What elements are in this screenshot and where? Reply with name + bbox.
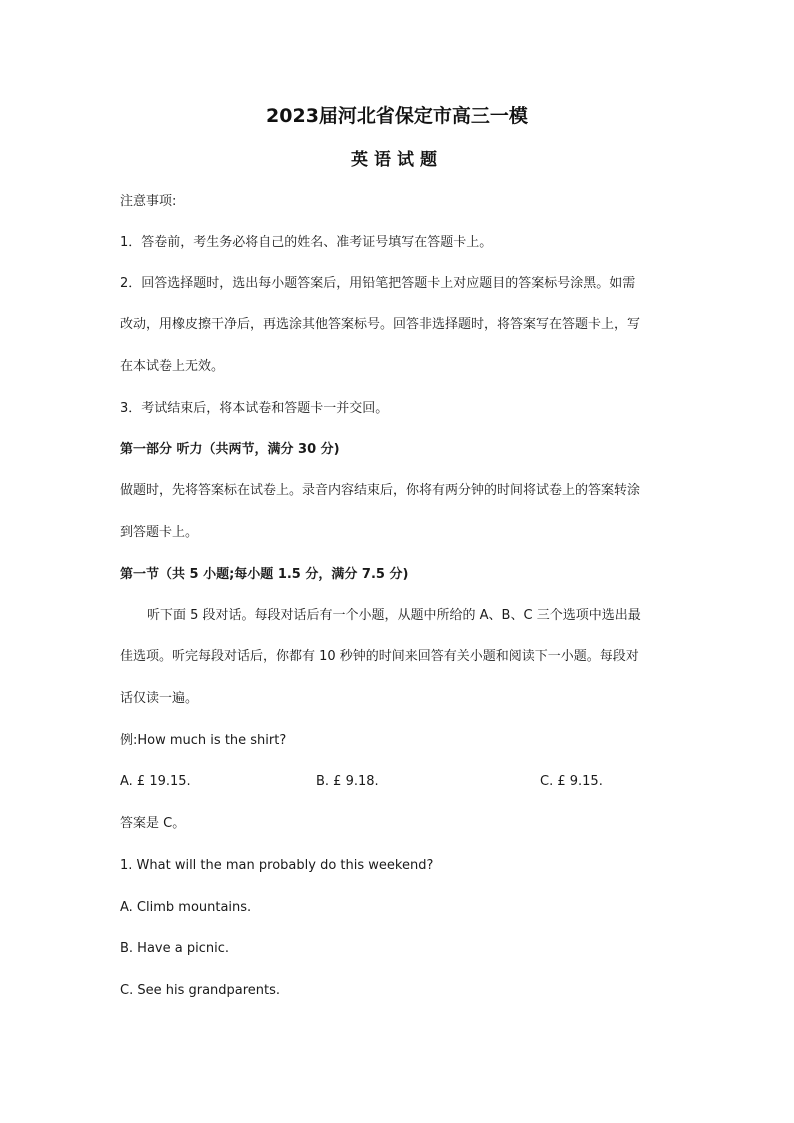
notice-item-3: 3．考试结束后，将本试卷和答题卡一并交回。 bbox=[120, 401, 389, 416]
part1-instruction-line-2: 到答题卡上。 bbox=[120, 525, 199, 540]
notice-item-2-line-2: 改动，用橡皮擦干净后，再选涂其他答案标号。回答非选择题时，将答案写在答题卡上，写 bbox=[120, 317, 641, 332]
section1-instruction-line-3: 话仅读一遍。 bbox=[120, 691, 199, 706]
notice-heading: 注意事项: bbox=[120, 194, 177, 209]
page-subtitle: 英语试题 bbox=[351, 150, 443, 170]
example-option-c: C. £ 9.15. bbox=[540, 774, 603, 789]
question-1-option-b: B. Have a picnic. bbox=[120, 941, 229, 956]
notice-item-1: 1．答卷前，考生务必将自己的姓名、准考证号填写在答题卡上。 bbox=[120, 235, 493, 250]
example-question: 例:How much is the shirt? bbox=[120, 733, 287, 748]
section1-instruction-line-1: 听下面 5 段对话。每段对话后有一个小题，从题中所给的 A、B、C 三个选项中选出最 bbox=[147, 608, 641, 623]
notice-item-2-line-3: 在本试卷上无效。 bbox=[120, 359, 225, 374]
example-answer: 答案是 C。 bbox=[120, 816, 186, 831]
question-1-option-a: A. Climb mountains. bbox=[120, 900, 252, 915]
part1-heading: 第一部分 听力（共两节，满分 30 分) bbox=[120, 442, 340, 457]
question-1-option-c: C. See his grandparents. bbox=[120, 983, 281, 998]
question-1: 1. What will the man probably do this weekend? bbox=[120, 858, 434, 873]
example-option-a: A. £ 19.15. bbox=[120, 774, 191, 789]
example-option-b: B. £ 9.18. bbox=[316, 774, 379, 789]
section1-heading: 第一节（共 5 小题;每小题 1.5 分，满分 7.5 分) bbox=[120, 567, 409, 582]
notice-item-2-line-1: 2．回答选择题时，选出每小题答案后，用铅笔把答题卡上对应题目的答案标号涂黑。如需 bbox=[120, 276, 636, 291]
page-title: 2023届河北省保定市高三一模 bbox=[266, 105, 528, 127]
section1-instruction-line-2: 佳选项。听完每段对话后，你都有 10 秒钟的时间来回答有关小题和阅读下一小题。每段对 bbox=[120, 649, 639, 664]
part1-instruction-line-1: 做题时，先将答案标在试卷上。录音内容结束后，你将有两分钟的时间将试卷上的答案转涂 bbox=[120, 483, 641, 498]
